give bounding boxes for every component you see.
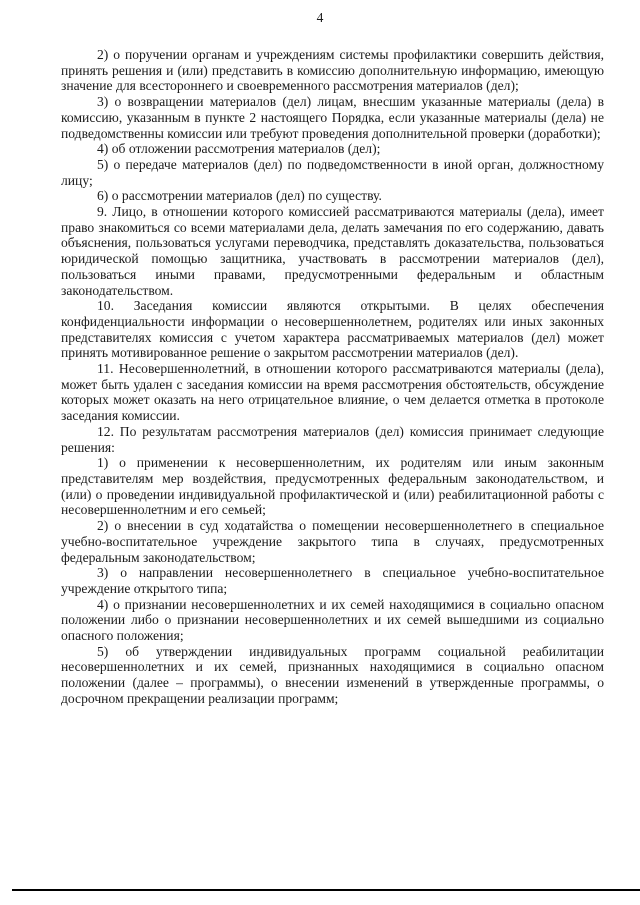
page-number: 4: [316, 10, 324, 25]
paragraph-decision-5: 5) об утверждении индивидуальных программ социальной реабилитации несовершеннолетних и их семей, признанных находящимися в социально опасном положении (далее – программы), о внесении изменений в утвержденные программы, о досрочном прекращении реализации программ;: [61, 643, 604, 706]
paragraph-decision-1: 1) о применении к несовершеннолетним, их родителям или иным законным представителям мер воздействия, предусмотренных федеральным законодательством, и (или) о проведении индивидуальной профилактической и (или) реабилитационной работы с несовершеннолетним и его семьей;: [61, 455, 604, 518]
document-body: [61, 47, 604, 707]
paragraph-decision-3: 3) о направлении несовершеннолетнего в специальное учебно-воспитательное учреждение открытого типа;: [61, 565, 604, 596]
paragraph-decision-4: 4) о признании несовершеннолетних и их семей находящимися в социально опасном положении либо о признании несовершеннолетних и их семей вышедшими из социально опасного положения;: [61, 596, 604, 644]
bottom-divider: [12, 889, 640, 891]
paragraph-item-5: 5) о передаче материалов (дел) по подведомственности в иной орган, должностному лицу;: [61, 156, 604, 188]
paragraph-item-4: 4) об отложении рассмотрения материалов (дел);: [97, 141, 381, 157]
paragraph-item-2: 2) о поручении органам и учреждениям системы профилактики совершить действия, принять решения и (или) представить в комиссию дополнительную информацию, имеющую значение для всестороннего и своевременного рассмотрения материалов (дел);: [61, 47, 604, 94]
paragraph-section-9: 9. Лицо, в отношении которого комиссией рассматриваются материалы (дела), имеет право знакомиться со всеми материалами дела, делать замечания по его содержанию, давать объяснения, пользоваться услугами переводчика, представлять доказательства, пользоваться юридической помощью защитника, участвовать в рассмотрении материалов (дел), пользоваться иными правами, предусмотренными федеральным и областным законодательством.: [61, 204, 604, 298]
paragraph-item-6: 6) о рассмотрении материалов (дел) по существу.: [97, 188, 382, 204]
paragraph-decision-2: 2) о внесении в суд ходатайства о помещении несовершеннолетнего в специальное учебно-воспитательное учреждение закрытого типа в случаях, предусмотренных федеральным законодательством;: [61, 518, 604, 565]
paragraph-section-11: 11. Несовершеннолетний, в отношении которого рассматриваются материалы (дела), может быть удален с заседания комиссии на время рассмотрения обстоятельств, обсуждение которых может оказать на него отрицательное влияние, о чем делается отметка в протоколе заседания комиссии.: [61, 361, 604, 424]
paragraph-item-3: 3) о возвращении материалов (дел) лицам, внесшим указанные материалы (дела) в комиссию, указанным в пункте 2 настоящего Порядка, если указанные материалы (дела) не подведомственны комиссии или требуют проведения дополнительной проверки (доработки);: [61, 94, 604, 141]
paragraph-section-12: 12. По результатам рассмотрения материалов (дел) комиссия принимает следующие решения:: [61, 423, 604, 455]
paragraph-section-10: 10. Заседания комиссии являются открытыми. В целях обеспечения конфиденциальности информации о несовершеннолетнем, родителях или иных законных представителях комиссия с учетом характера рассматриваемых материалов (дел) может принять мотивированное решение о закрытом рассмотрении материалов (дел).: [61, 298, 604, 361]
